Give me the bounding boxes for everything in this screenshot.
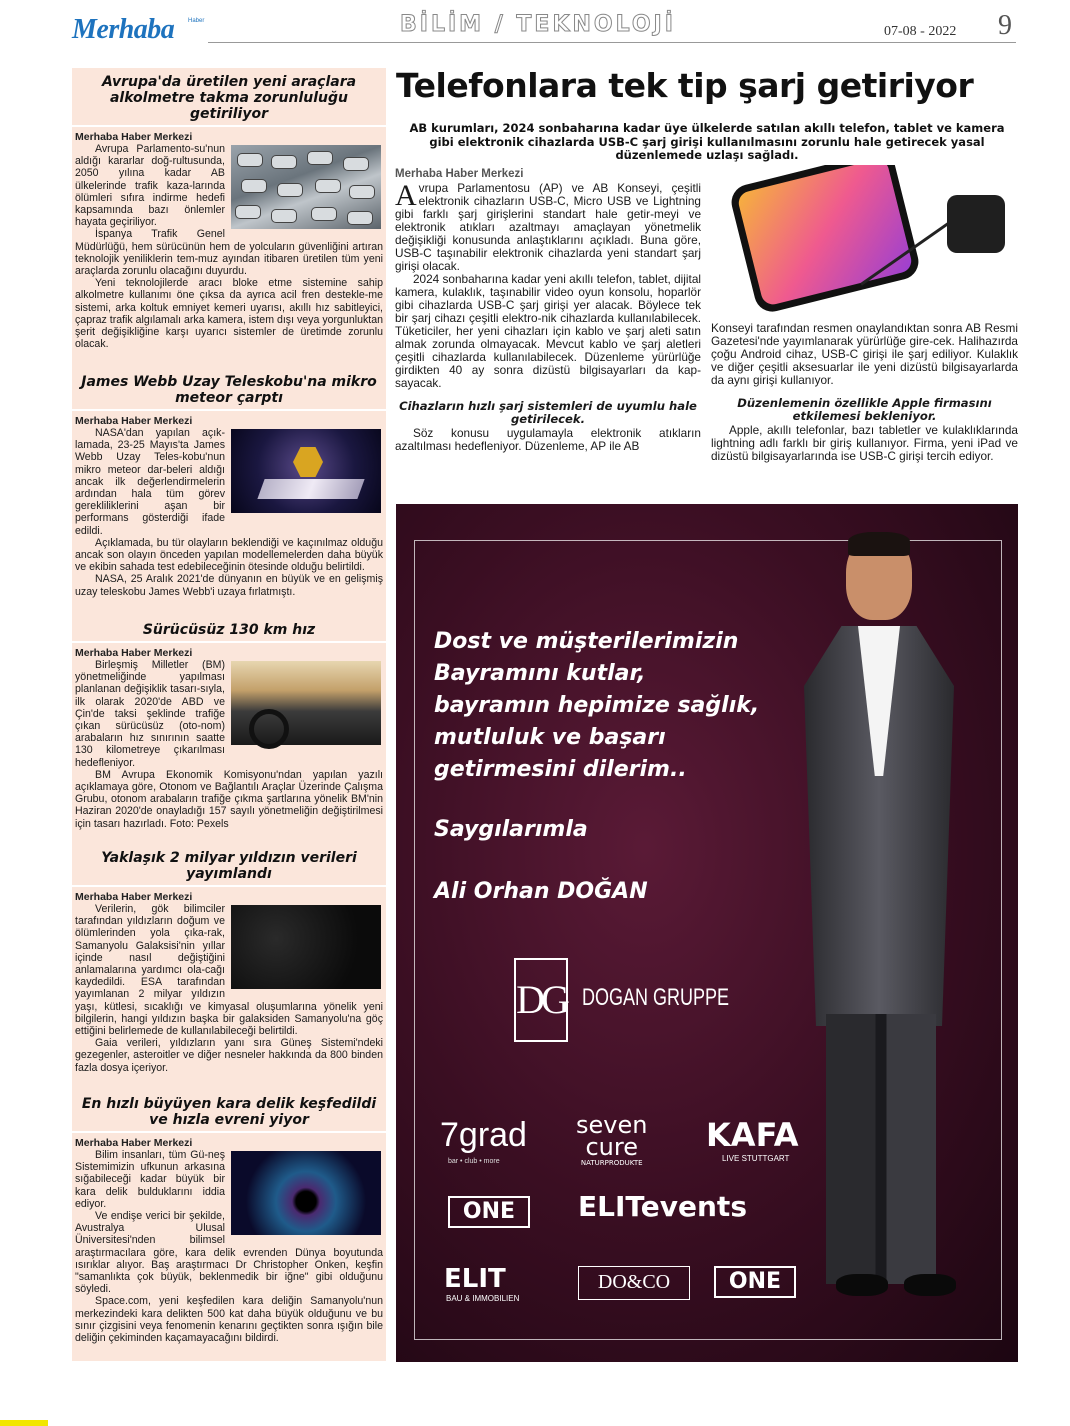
page-corner-mark bbox=[0, 1420, 48, 1426]
sponsor-7grad-logo: 7grad bbox=[440, 1116, 527, 1154]
section-title: BİLİM / TEKNOLOJİ bbox=[400, 12, 676, 37]
paragraph: Avrupa Parlamento-su'nun aldığı kararlar doğ-rultusunda, 2050 yılına kadar AB ülkelerinde trafik kaza-larında ölümleri sıfıra indirme hedefi kapsamında bazı önlemler hayata geçiriliyor. bbox=[75, 143, 225, 229]
paragraph: Bilim insanları, tüm Gü-neş Sistemimizin ufkunun arkasına sığabileceği kadar büyük bir kara delik bulduklarını iddia ediyor. bbox=[75, 1149, 225, 1210]
sponsor-kafa-tagline: LIVE STUTTGART bbox=[722, 1154, 790, 1163]
dropcap: A bbox=[395, 179, 417, 212]
telescope-photo bbox=[231, 429, 381, 513]
title-divider bbox=[72, 885, 386, 887]
holiday-greeting-ad bbox=[396, 504, 1018, 1362]
paragraph: Konseyi tarafından resmen onaylandıktan sonra AB Resmi Gazetesi'nde yayımlanarak yürürlüğe gire-cek. Halihazırda çoğu Android cihaz, USB-C girişi ile şarj ediliyor. Kulaklık ve diğer çeşitli aksesuarlar ile yeni dizüstü bilgisayarlarda da aynı girişi kullanıyor. bbox=[711, 321, 1018, 387]
article-body bbox=[72, 1149, 386, 1344]
paragraph: Verilerin, gök bilimciler tarafından yıldızların doğum ve ölümlerinden yola çıka-rak, Samanyolu Galaksisi'nin yıllar içinde nasıl değiştiğini anlamalarına yardımcı ola-cağı kaydedildi. ESA tarafından yayımlanan 2 milyar yıldızın yaşı, kütlesi, sıcaklığı ve kimyasal oluşumlarına yönelik yeni bilgilerin, hangi yıldızın başka bir galaksiden Samanyolu'na göç ettiğini belirlemede de kullanılabileceği belirtildi. bbox=[75, 903, 383, 1038]
header-divider bbox=[208, 42, 1016, 43]
paragraph: 2024 sonbaharına kadar yeni akıllı telefon, tablet, dijital kamera, kulaklık, taşınabilir video oyun konsolu, hoparlör gibi cihazlarda USB-C şarj girişi yer alacak. Böylece tek bir şarj cihazı çeşitli elektro-nik cihazlarda kullanılabilecek. Tüketiciler, her yeni cihazları için kablo ve şarj aleti satın almak zorunda olmayacak. Mevcut kablo ve şarj aletleri çeşitli cihazlarda kullanılabilecek. Düzenleme yürürlüğe girdikten 40 ay sonra dizüstü bilgisayarları da kap-sayacak. bbox=[395, 272, 701, 390]
smartphone-charger-photo bbox=[711, 165, 1018, 318]
page-number: 9 bbox=[998, 10, 1012, 41]
ad-greeting bbox=[434, 626, 834, 786]
sponsor-elit-bau-tagline: BAU & IMMOBILIEN bbox=[446, 1294, 520, 1303]
article-source: Merhaba Haber Merkezi bbox=[75, 891, 193, 903]
article-source: Merhaba Haber Merkezi bbox=[75, 647, 193, 659]
article-source: Merhaba Haber Merkezi bbox=[75, 415, 193, 427]
main-deck: AB kurumları, 2024 sonbaharına kadar üye ülkelerde satılan akıllı telefon, tablet ve kamera gibi elektronik cihazlarda USB-C şarj girişi kullanılmasını zorunlu hale getirecek yasal düzenlemede uzlaşı sağladı. bbox=[409, 121, 1005, 162]
paragraph: BM Avrupa Ekonomik Komisyonu'ndan yapılan yazılı açıklamaya göre, Otonom ve Bağlantılı Araçlar Üzerinde Çalışma Grubu, otonom arabaların trafiğe çıkma şartlarına yönelik BM'nin Haziran 2020'de onayladığı 157 sayılı yönetmeliğin değiştirilmesi için tasarı hazırladı. Foto: Pexels bbox=[75, 768, 383, 830]
black-hole-photo bbox=[231, 1151, 381, 1235]
article-source: Merhaba Haber Merkezi bbox=[75, 131, 193, 143]
ad-line: bayramın hepimize sağlık, bbox=[434, 693, 760, 718]
driverless-car-photo bbox=[231, 661, 381, 745]
paragraph: NASA'dan yapılan açık-lamada, 23-25 Mayıs'ta James Webb Uzay Teles-kobu'nun mikro meteor dar-beleri aldığı ancak ilk değerlendirmelerin ardından hala tüm görev gerekliliklerini aşan bir performans gösterdiği ifade edildi. bbox=[75, 427, 225, 537]
article-title: James Webb Uzay Teleskobu'na mikro meteor çarptı bbox=[81, 374, 377, 406]
parked-cars-photo bbox=[231, 145, 381, 229]
paragraph: İspanya Trafik Genel Müdürlüğü, hem sürücünün hem de yolcuların güvenliğini artıran teknolojik yeniliklerin tem-muz ayından itibaren üretilen tüm yeni araçlarda zorunlu olacağını duyurdu. bbox=[75, 228, 383, 278]
article-title: En hızlı büyüyen kara delik keşfedildi ve hızla evreni yiyor bbox=[81, 1096, 377, 1128]
article-alcohol-meter bbox=[72, 74, 386, 350]
paragraph: Açıklamada, bu tür olayların beklendiği ve kaçınılmaz olduğu ancak son olayın önceden yapılan modellemelerden daha büyük ve ekibin sahada test edebileceğinin ötesinde olduğu belirtildi. bbox=[75, 536, 383, 574]
article-title: Sürücüsüz 130 km hız bbox=[142, 622, 316, 638]
article-body bbox=[72, 427, 386, 598]
sponsor-elit-bau-logo: ELIT bbox=[444, 1264, 506, 1294]
article-james-webb bbox=[72, 374, 386, 598]
paragraph: Space.com, yeni keşfedilen kara deliğin Samanyolu'nun merkezindeki kara delikten 500 kat daha büyük olduğunu ve bu sınır çizgisini veya fenomenin kenarını geçtikten sonra ışığın bile deliğin çekiminden kaçamayacağını bildirdi. bbox=[75, 1295, 383, 1345]
main-headline: Telefonlara tek tip şarj getiriyor bbox=[396, 66, 974, 105]
sponsor-kafa-logo: KAFA bbox=[706, 1116, 799, 1154]
paragraph: Ve endişe verici bir şekilde, Avustralya Ulusal Üniversitesi'nden bilimsel araştırmacılara göre, kara delik evrenden Dünya boyutunda ısırıklar alıyor. Baş araştırmacı Dr Christopher Onken, keşfin "samanlıkta çok büyük, beklenmedik bir iğne" gibi olduğunu söyledi. bbox=[75, 1210, 383, 1296]
sponsor-one-esslingen-logo: ONE bbox=[714, 1266, 796, 1298]
ad-line: mutluluk ve başarı bbox=[434, 725, 666, 750]
issue-date: 07-08 - 2022 bbox=[884, 24, 957, 39]
ad-line: getirmesini dilerim.. bbox=[434, 757, 687, 782]
newspaper-logo-sub: Haber bbox=[188, 18, 205, 24]
paragraph: Yeni teknolojilerde aracı bloke etme sistemine sahip alkolmetre kullanımı öne çıksa da ayrıca acil fren destekle-me sistemi, arka koltuk emniyet kemeri uyarısı, akıllı hız sabitleyici, çapraz trafik algılamalı arka kamera, istem dışı veya yorgunluktan şerit değişikliğine karşı uyarıcı sistemler de üretimde zorunlu olacak. bbox=[75, 277, 383, 351]
title-divider bbox=[72, 125, 386, 127]
article-driverless bbox=[72, 622, 386, 830]
sponsor-7grad-tagline: bar • club • more bbox=[448, 1158, 500, 1165]
article-subheading: Cihazların hızlı şarj sistemleri de uyumlu hale getirilecek. bbox=[399, 399, 697, 426]
left-news-column bbox=[72, 68, 386, 1361]
paragraph: Gaia verileri, yıldızların yanı sıra Güneş Sistemi'ndeki gezegenler, asteroitler ve diğer nesneler hakkında da 800 binden fazla dosya içeriyor. bbox=[75, 1037, 383, 1074]
logo-text: seven bbox=[576, 1111, 648, 1139]
article-body bbox=[72, 903, 386, 1074]
star-field-photo bbox=[231, 905, 381, 989]
article-source: Merhaba Haber Merkezi bbox=[75, 1137, 193, 1149]
ad-signature-name: Ali Orhan DOĞAN bbox=[434, 879, 648, 904]
paragraph: Birleşmiş Milletler (BM) yönetmeliğinde yapılması planlanan değişiklik tasarı-sıyla, ilk olarak 2020'de ABD ve Çin'de taksi şeklinde trafiğe çıkan sürücüsüz (oto-nom) arabaların hız sınırının saatte 130 kilometreye çıkarılması hedefleniyor. bbox=[75, 659, 225, 769]
ad-signoff: Saygılarımla bbox=[434, 817, 588, 842]
dogan-gruppe-logo-mark bbox=[514, 958, 568, 1042]
title-divider bbox=[72, 409, 386, 411]
paragraph: Söz konusu uygulamayla elektronik atıkların azaltılması hedefleniyor. Düzenleme, AP ile AB bbox=[395, 426, 701, 453]
main-article-source: Merhaba Haber Merkezi bbox=[395, 168, 524, 180]
logo-tagline: NATURPRODUKTE bbox=[580, 1159, 643, 1167]
article-title: Avrupa'da üretilen yeni araçlara alkolmetre takma zorunluluğu getiriliyor bbox=[101, 74, 357, 122]
sponsor-elitevents-logo: ELITevents bbox=[578, 1190, 747, 1223]
paragraph: NASA, 25 Aralık 2021'de dünyanın en büyük ve en gelişmiş uzay teleskobu James Webb'i uzaya fırlatmıştı. bbox=[75, 573, 383, 598]
article-body bbox=[72, 143, 386, 350]
dogan-gruppe-name: DOGAN GRUPPE bbox=[582, 984, 730, 1011]
sponsor-doco-logo: DO&CO bbox=[578, 1266, 690, 1300]
paragraph: vrupa Parlamentosu (AP) ve AB Konseyi, çeşitli elektronik cihazların USB-C, Micro USB ve Lightning gibi farklı şarj girişlerini standart hale getir-meyi ve elektronik atıkları azaltmayı amaçlayan yönetmelik değişikliği konusunda anlaştıklarını açıkladı. Buna göre, USB-C taşınabilir elektronik cihazlarda yeni standart şarj girişi olacak. bbox=[395, 181, 701, 273]
logo-text: cure bbox=[585, 1133, 638, 1161]
main-article-column-1 bbox=[395, 179, 701, 453]
newspaper-logo: Merhaba bbox=[72, 14, 175, 45]
title-divider bbox=[72, 641, 386, 643]
article-body bbox=[72, 659, 386, 830]
article-subheading: Düzenlemenin özellikle Apple firmasını etkilemesi bekleniyor. bbox=[737, 396, 992, 423]
logo-mark-text: DG bbox=[516, 977, 566, 1022]
paragraph: Apple, akıllı telefonlar, bazı tabletler ve kulaklıklarında lightning adlı farklı bir giriş kullanıyor. Firma, yeni iPad ve dizüstü bilgisayarlarında ise USB-C girişi tercih ediyor. bbox=[711, 423, 1018, 463]
title-divider bbox=[72, 1131, 386, 1133]
sponsor-seven-cure-logo bbox=[576, 1111, 648, 1168]
ad-line: Dost ve müşterilerimizin bbox=[434, 629, 739, 654]
ad-line: Bayramını kutlar, bbox=[434, 661, 646, 686]
sponsor-one-mannheim-logo: ONE bbox=[448, 1196, 530, 1228]
main-article-column-2 bbox=[711, 322, 1018, 463]
article-title: Yaklaşık 2 milyar yıldızın verileri yayımlandı bbox=[101, 850, 357, 882]
article-star-data bbox=[72, 850, 386, 1074]
article-black-hole bbox=[72, 1096, 386, 1344]
